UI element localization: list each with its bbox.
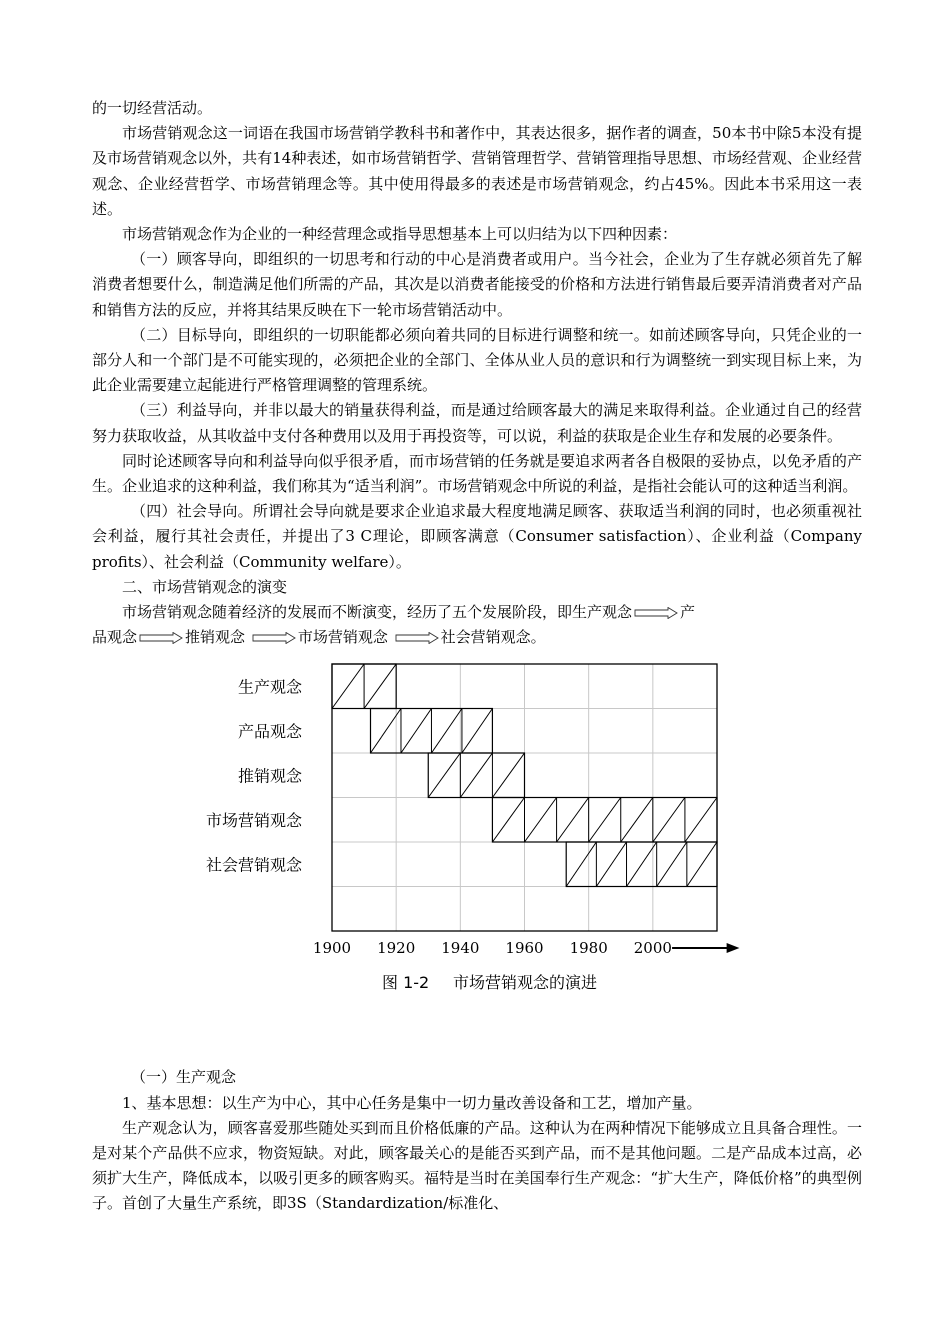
stage-bar-hatch [428, 753, 460, 798]
stage-bar-hatch [653, 798, 685, 843]
evolution-sentence [92, 600, 862, 625]
evolution-stage: 产 [680, 603, 696, 622]
paragraph: 市场营销观念作为企业的一种经营理念或指导思想基本上可以归结为以下四种因素： [122, 225, 678, 244]
stage-bar-hatch [657, 842, 687, 887]
stage-label: 市场营销观念 [205, 811, 302, 831]
stage-label: 社会营销观念 [205, 855, 302, 875]
stage-bar-hatch [525, 798, 557, 843]
stage-bar-hatch [460, 753, 492, 798]
stage-bar-hatch [687, 842, 717, 887]
stage-bar-hatch [596, 842, 626, 887]
stage-label: 生产观念 [237, 677, 302, 697]
figure-label: 图 1-2 [382, 973, 430, 993]
paragraph: （四）社会导向。所谓社会导向就是要求企业追求最大程度地满足顾客、获取适当利润的同时，也必须重视社会利益，履行其社会责任，并提出了3 C理论，即顾客满意（Consumer satisfaction）、企业利益（Company profits）、社会利益（Community welfare）。 [92, 502, 862, 571]
section-heading: 二、市场营销观念的演变 [122, 577, 288, 596]
stage-bar-hatch [462, 709, 492, 754]
evolution-stage: 社会营销观念。 [440, 628, 546, 647]
paragraph: 1、基本思想：以生产为中心，其中心任务是集中一切力量改善设备和工艺，增加产量。 [122, 1093, 702, 1112]
evolution-stage: 推销观念 [185, 628, 246, 647]
body-text-bottom [92, 1065, 862, 1216]
evolution-stage: 品观念 [92, 628, 138, 647]
stage-bar-hatch [566, 842, 596, 887]
x-tick-label: 2000 [633, 939, 672, 958]
stage-bar [492, 798, 717, 843]
stage-bar-hatch [557, 798, 589, 843]
stage-label: 推销观念 [237, 766, 302, 786]
x-tick-label: 1920 [377, 939, 416, 958]
stage-bar-hatch [332, 664, 364, 709]
axis-arrow-head [727, 943, 740, 953]
paragraph: 市场营销观念这一词语在我国市场营销学教科书和著作中，其表达很多，据作者的调查，50本书中除5本没有提及市场营销观念以外，共有14种表述，如市场营销哲学、营销管理哲学、营销管理指导思想、市场经营观、企业经营观念、企业经营哲学、市场营销理念等。其中使用得最多的表述是市场营销观念，约占45%。因此本书采用这一表述。 [92, 124, 862, 218]
figure-title: 市场营销观念的演进 [453, 973, 598, 993]
figure-evolution-chart [92, 650, 862, 1065]
x-tick-label: 1980 [569, 939, 608, 958]
arrow-icon [395, 632, 439, 644]
paragraph: 同时论述顾客导向和利益导向似乎很矛盾，而市场营销的任务就是要追求两者各自极限的妥协点，以免矛盾的产生。企业追求的这种利益，我们称其为“适当利润”。市场营销观念中所说的利益，是指社会能认可的这种适当利润。 [92, 451, 862, 496]
stage-bar-hatch [431, 709, 461, 754]
paragraph: （三）利益导向，并非以最大的销量获得利益，而是通过给顾客最大的满足来取得利益。企业通过自己的经营努力获取收益，从其收益中支付各种费用以及用于再投资等，可以说，利益的获取是企业生存和发展的必要条件。 [92, 401, 862, 445]
stage-bar-hatch [492, 753, 524, 798]
stage-bar-hatch [685, 798, 717, 843]
stage-bar-hatch [621, 798, 653, 843]
x-tick-label: 1960 [505, 939, 544, 958]
evolution-stage: 市场营销观念 [297, 628, 388, 647]
evolution-intro: 市场营销观念随着经济的发展而不断演变，经历了五个发展阶段，即生产观念 [122, 603, 633, 622]
stage-bar [332, 664, 396, 709]
subsection-heading: （一）生产观念 [131, 1068, 237, 1087]
stage-label: 产品观念 [237, 722, 302, 742]
stage-bar-hatch [492, 798, 524, 843]
paragraph: 生产观念认为，顾客喜爱那些随处买到而且价格低廉的产品。这种认为在两种情况下能够成立且具备合理性。一是对某个产品供不应求，物资短缺。对此，顾客最关心的是能否买到产品，而不是其他问题。二是产品成本过高，必须扩大生产，降低成本，以吸引更多的顾客购买。福特是当时在美国奉行生产观念：“扩大生产，降低价格”的典型例子。首创了大量生产系统，即3S（Standardization/标准化、 [92, 1118, 862, 1213]
stage-bar-hatch [364, 664, 396, 709]
body-text-top [92, 96, 862, 600]
arrow-icon [139, 632, 183, 644]
document-page [92, 96, 862, 1217]
stage-bar [428, 753, 524, 798]
evolution-sentence-cont [92, 625, 862, 650]
paragraph: （一）顾客导向，即组织的一切思考和行动的中心是消费者或用户。当今社会，企业为了生存就必须首先了解消费者想要什么，制造满足他们所需的产品，其次是以消费者能接受的价格和方法进行销售最后要弄清消费者对产品和销售方法的反应，并将其结果反映在下一轮市场营销活动中。 [92, 250, 862, 319]
stage-bar-hatch [627, 842, 657, 887]
stage-bar-hatch [589, 798, 621, 843]
stage-bar [371, 709, 493, 754]
stage-bar-hatch [401, 709, 431, 754]
arrow-icon [252, 632, 296, 644]
paragraph: 的一切经营活动。 [92, 99, 213, 117]
paragraph: （二）目标导向，即组织的一切职能都必须向着共同的目标进行调整和统一。如前述顾客导向，只凭企业的一部分人和一个部门是不可能实现的，必须把企业的全部门、全体从业人员的意识和行为调整统一到实现目标上来，为此企业需要建立起能进行严格管理调整的管理系统。 [92, 325, 862, 395]
x-tick-label: 1940 [441, 939, 480, 958]
arrow-icon [634, 607, 678, 619]
x-tick-label: 1900 [312, 939, 352, 958]
evolution-chart [92, 650, 862, 1065]
